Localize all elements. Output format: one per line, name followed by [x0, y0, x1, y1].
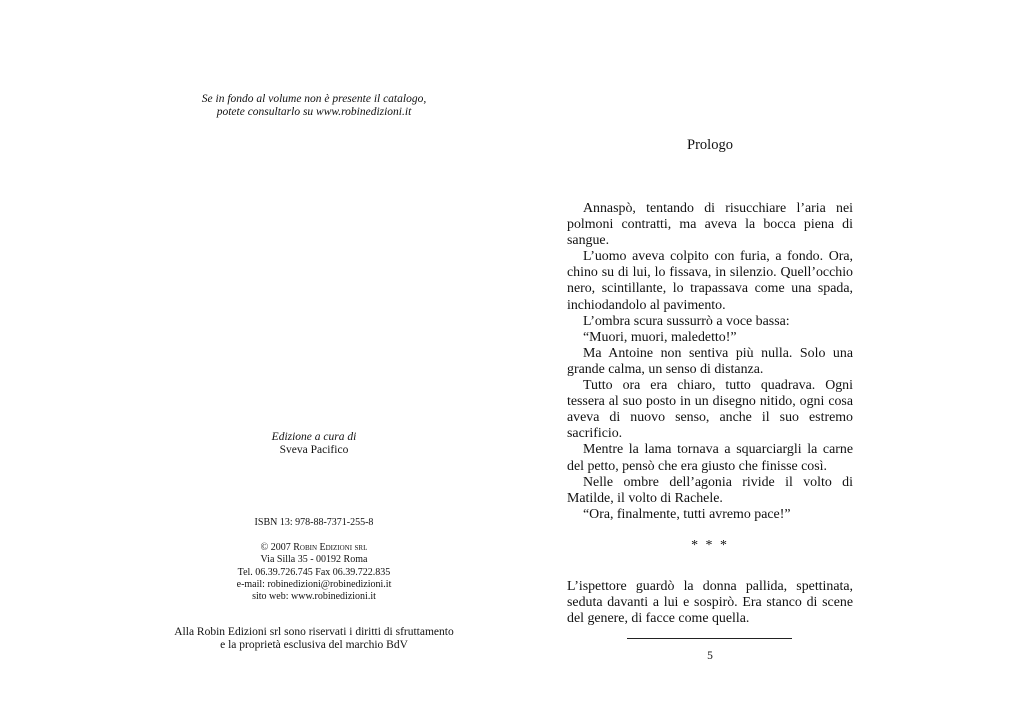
edition-credit	[100, 431, 528, 457]
copyright-prefix: © 2007	[260, 542, 294, 553]
paragraph-8: Nelle ombre dell’agonia rivide il volto di Matilde, il volto di Rachele.	[567, 474, 853, 506]
publisher-address: Via Silla 35 - 00192 Roma	[260, 554, 368, 566]
paragraph-2: L’uomo aveva colpito con furia, a fondo. Ora, chino su di lui, lo fissava, in silenzio. Quell’occhio nero, scintillante, lo trapassava come una spada, inchiodandolo al pavimento.	[567, 249, 853, 313]
publisher-phone: Tel. 06.39.726.745 Fax 06.39.722.835	[237, 566, 391, 578]
chapter-title: Prologo	[687, 137, 733, 153]
rights-notice	[100, 626, 528, 652]
publisher-email: e-mail: robinedizioni@robinedizioni.it	[236, 578, 392, 590]
paragraph-9: “Ora, finalmente, tutti avremo pace!”	[583, 506, 791, 522]
copyright-line	[100, 542, 528, 554]
paragraph-4: “Muori, muori, maledetto!”	[583, 329, 737, 345]
edition-label: Edizione a cura di	[271, 431, 357, 443]
footer-rule	[627, 638, 792, 639]
catalog-note-line-2: potete consultarlo su www.robinedizioni.it	[216, 106, 412, 118]
paragraph-7: Mentre la lama tornava a squarciargli la carne del petto, pensò che era giusto che finisse così.	[567, 442, 853, 474]
catalog-note-line-1: Se in fondo al volume non è presente il catalogo,	[201, 93, 427, 105]
paragraph-10: L’ispettore guardò la donna pallida, spettinata, seduta davanti a lui e sospirò. Era stanco di scene del genere, di facce come quella.	[567, 578, 853, 627]
paragraph-5: Ma Antoine non sentiva più nulla. Solo una grande calma, un senso di distanza.	[567, 345, 853, 377]
paragraph-3: L’ombra scura sussurrò a voce bassa:	[583, 313, 790, 329]
editor-name: Sveva Pacifico	[279, 444, 349, 456]
section-separator: * * *	[691, 537, 729, 553]
publisher-name: Robin Edizioni srl	[293, 542, 368, 553]
publisher-website: sito web: www.robinedizioni.it	[252, 591, 376, 603]
isbn: ISBN 13: 978-88-7371-255-8	[254, 517, 374, 528]
catalog-note	[100, 93, 528, 119]
page-number: 5	[707, 650, 713, 662]
rights-line-2: e la proprietà esclusiva del marchio BdV	[220, 639, 408, 651]
paragraph-1: Annaspò, tentando di risucchiare l’aria nei polmoni contratti, ma aveva la bocca piena di sangue.	[567, 201, 853, 249]
publisher-info	[100, 542, 528, 603]
rights-line-1: Alla Robin Edizioni srl sono riservati i diritti di sfruttamento	[174, 626, 454, 638]
chapter-body	[567, 201, 853, 627]
paragraph-6: Tutto ora era chiaro, tutto quadrava. Ogni tessera al suo posto in un disegno nitido, ogni cosa aveva di nuovo senso, anche il suo estremo sacrificio.	[567, 378, 853, 442]
